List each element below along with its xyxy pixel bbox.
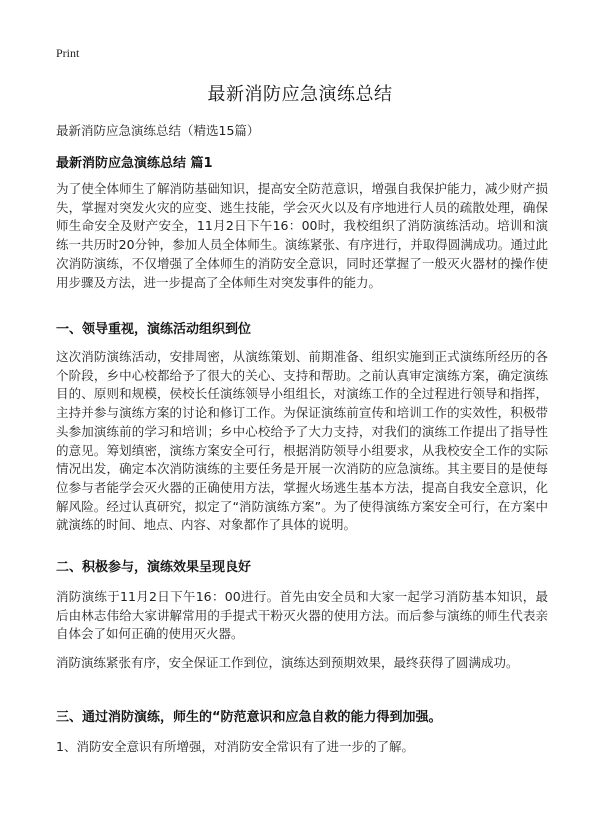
section-2-paragraph-a: 消防演练于11月2日下午16：00进行。首先由安全员和大家一起学习消防基本知识，最后由林志伟给大家讲解常用的手提式干粉灭火器的使用方法。而后参与演练的师生代表亲自体会了如何正确的使用灭火器。	[56, 589, 548, 642]
section-heading-3: 三、通过消防演练，师生的“防范意识和应急自救的能力得到加强。	[56, 710, 442, 725]
print-label[interactable]: Print	[56, 46, 80, 60]
intro-paragraph: 为了使全体师生了解消防基础知识，提高安全防范意识，增强自我保护能力，减少财产损失，掌握对突发火灾的应变、逃生技能，学会灭火以及有序地进行人员的疏散处理，确保师生命安全及财产安全，11月2日下午16：00时，我校组织了消防演练活动。培训和演练一共历时20分钟，参加人员全体师生。演练紧张、有序进行，并取得圆满成功。通过此次消防演练，不仅增强了全体师生的消防安全意识，同时还掌握了一般灭火器材的操作使用步骤及方法，进一步提高了全体师生对突发事件的能力。	[56, 181, 548, 290]
section-2-paragraph-b: 消防演练紧张有序，安全保证工作到位，演练达到预期效果，最终获得了圆满成功。	[56, 655, 519, 670]
article-heading: 最新消防应急演练总结 篇1	[56, 156, 213, 171]
section-1-paragraph: 这次消防演练活动，安排周密，从演练策划、前期准备、组织实施到正式演练所经历的各个阶段，乡中心校都给予了很大的关心、支持和帮助。之前认真审定演练方案，确定演练目的、原则和规模，侯校长任演练领导小组组长，对演练工作的全过程进行领导和指挥，主持并参与演练方案的讨论和修订工作。为保证演练前宣传和培训工作的实效性，积极带头参加演练前的学习和培训；乡中心校给予了大力支持，对我们的演练工作提出了指导性的意见。筹划缜密，演练方案安全可行，根据消防领导小组要求，从我校安全工作的实际情况出发，确定本次消防演练的主要任务是开展一次消防的应急演练。其主要目的是使每位参与者能学会灭火器的正确使用方法，掌握火场逃生基本方法，提高自我安全意识，化解风险。经过认真研究，拟定了“消防演练方案”。为了使得演练方案安全可行，在方案中就演练的时间、地点、内容、对象都作了具体的说明。	[56, 349, 548, 533]
section-heading-1: 一、领导重视，演练活动组织到位	[56, 322, 252, 337]
document-subtitle: 最新消防应急演练总结（精选15篇）	[56, 123, 260, 138]
section-heading-2: 二、积极参与，演练效果呈现良好	[56, 560, 252, 575]
page-title: 最新消防应急演练总结	[207, 84, 393, 105]
section-3-item-1: 1、消防安全意识有所增强，对消防安全常识有了进一步的了解。	[56, 739, 414, 754]
